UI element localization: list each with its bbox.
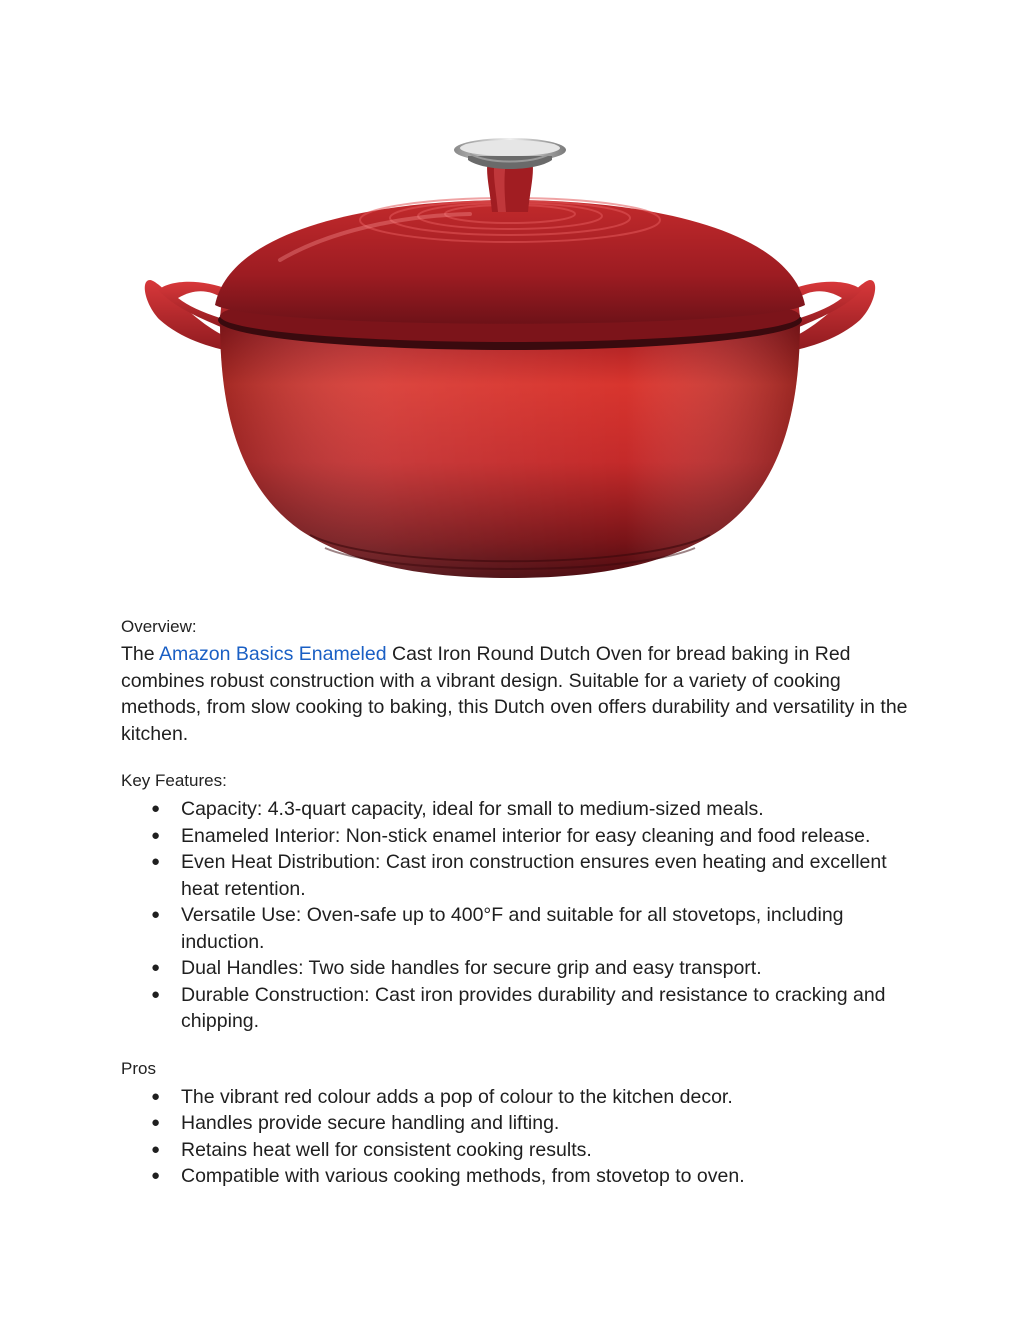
list-item: ● The vibrant red colour adds a pop of colour to the kitchen decor. xyxy=(121,1084,911,1111)
bullet-icon: ● xyxy=(151,826,161,844)
list-item: ● Handles provide secure handling and lifting. xyxy=(121,1110,911,1137)
bullet-icon: ● xyxy=(151,959,161,976)
list-item: ● Dual Handles: Two side handles for secure grip and easy transport. xyxy=(121,955,911,982)
dutch-oven-image xyxy=(140,130,880,590)
overview-text-after: Cast Iron Round Dutch Oven for bread baking in Red combines robust construction with a vibrant design. Suitable for a variety of cooking methods, from slow cooking to baking, this Dutch oven offers durability and versatility in the kitchen. xyxy=(121,643,908,745)
dutch-oven-illustration xyxy=(140,130,880,590)
bullet-icon: ● xyxy=(151,1140,161,1158)
overview-text-before: The xyxy=(121,643,159,665)
bullet-icon: ● xyxy=(151,1087,161,1105)
bullet-icon: ● xyxy=(151,985,161,1003)
list-item: ● Retains heat well for consistent cooking results. xyxy=(121,1137,911,1164)
key-features-label: Key Features: xyxy=(121,771,227,790)
list-item: ● Versatile Use: Oven-safe up to 400°F and suitable for all stovetops, including induction. xyxy=(151,904,844,953)
pot-lid xyxy=(215,200,805,324)
key-features-list xyxy=(121,796,911,1035)
document-content xyxy=(121,616,911,1190)
amazon-basics-link[interactable]: Amazon Basics Enameled xyxy=(158,643,387,665)
overview-paragraph xyxy=(121,641,911,747)
bullet-icon: ● xyxy=(151,800,161,817)
list-item: ● Compatible with various cooking methods, from stovetop to oven. xyxy=(121,1163,911,1190)
list-item: ● Durable Construction: Cast iron provides durability and resistance to cracking and chipping. xyxy=(151,983,886,1032)
pros-label: Pros xyxy=(121,1058,156,1078)
bullet-icon: ● xyxy=(151,1167,161,1184)
bullet-icon: ● xyxy=(151,1114,161,1131)
list-item: ● Capacity: 4.3-quart capacity, ideal for small to medium-sized meals. xyxy=(121,796,911,823)
pros-list xyxy=(121,1084,911,1190)
list-item: ● Enameled Interior: Non-stick enamel interior for easy cleaning and food release. xyxy=(121,823,911,850)
list-item: ● Even Heat Distribution: Cast iron construction ensures even heating and excellent heat retention. xyxy=(151,851,887,900)
bullet-icon: ● xyxy=(151,853,161,870)
bullet-icon: ● xyxy=(151,906,161,923)
overview-label: Overview: xyxy=(121,617,197,636)
